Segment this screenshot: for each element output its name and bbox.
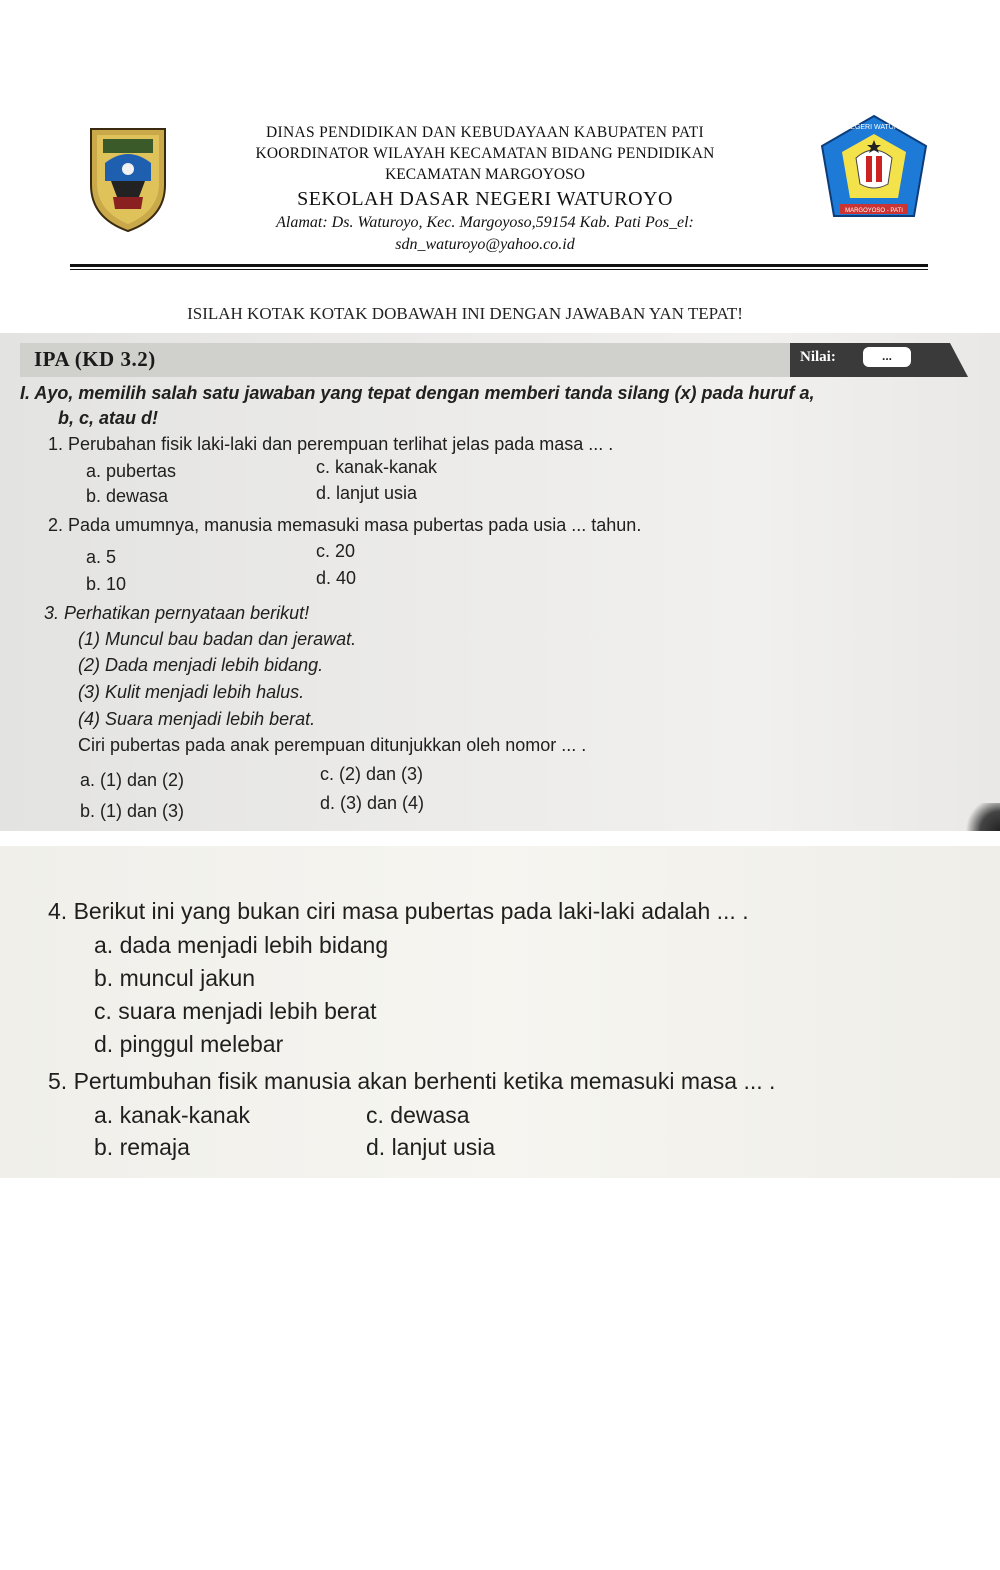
worksheet-photo-2 [0, 846, 1000, 1178]
q3-statement-3: (3) Kulit menjadi lebih halus. [78, 682, 305, 702]
q4-option-b[interactable]: b. muncul jakun [94, 965, 256, 991]
q2-option-a[interactable]: a. 5 [86, 547, 117, 567]
school-email: sdn_waturoyo@yahoo.co.id [395, 236, 575, 253]
q3-statement-4: (4) Suara menjadi lebih berat. [78, 709, 316, 729]
q1-option-b[interactable]: b. dewasa [86, 486, 169, 506]
score-label: Nilai: [800, 349, 836, 365]
emblem-arc-text: SD NEGERI WATUROYO [833, 124, 915, 131]
q5-option-a[interactable]: a. kanak-kanak [94, 1102, 250, 1128]
q1-option-a[interactable]: a. pubertas [86, 461, 177, 481]
q3-option-b[interactable]: b. (1) dan (3) [80, 801, 185, 821]
q2-option-c[interactable]: c. 20 [316, 541, 356, 561]
letterhead [0, 0, 1000, 300]
q3-option-c[interactable]: c. (2) dan (3) [320, 764, 424, 784]
pati-regency-crest-icon [83, 123, 173, 235]
q5-option-d[interactable]: d. lanjut usia [366, 1134, 496, 1160]
q2-option-d[interactable]: d. 40 [316, 568, 357, 588]
section-instruction-cont: b, c, atau d! [58, 408, 159, 428]
subject-title: IPA (KD 3.2) [34, 347, 156, 371]
q2-option-b[interactable]: b. 10 [86, 574, 127, 594]
question-4: 4. Berikut ini yang bukan ciri masa pubertas pada laki-laki adalah ... . [48, 898, 749, 924]
photo-edge-shadow [960, 803, 1000, 831]
school-address: Alamat: Ds. Waturoyo, Kec. Margoyoso,59154 Kab. Pati Pos_el: [276, 214, 694, 231]
score-box[interactable]: ... [863, 347, 911, 367]
coordinator-name: KOORDINATOR WILAYAH KECAMATAN BIDANG PENDIDIKAN [255, 145, 715, 162]
letterhead-rule [70, 264, 928, 267]
q3-prompt: Ciri pubertas pada anak perempuan ditunjukkan oleh nomor ... . [78, 735, 587, 755]
q5-option-b[interactable]: b. remaja [94, 1134, 190, 1160]
school-name: SEKOLAH DASAR NEGERI WATUROYO [297, 188, 673, 210]
worksheet-photo-1 [0, 333, 1000, 831]
question-5: 5. Pertumbuhan fisik manusia akan berhenti ketika memasuki masa ... . [48, 1068, 776, 1094]
section-instruction: I. Ayo, memilih salah satu jawaban yang tepat dengan memberi tanda silang (x) pada huruf a, [20, 383, 815, 403]
question-1: 1. Perubahan fisik laki-laki dan perempuan terlihat jelas pada masa ... . [48, 434, 614, 454]
page-instruction: ISILAH KOTAK KOTAK DOBAWAH INI DENGAN JAWABAN YAN TEPAT! [187, 304, 743, 323]
q1-option-c[interactable]: c. kanak-kanak [316, 457, 438, 477]
q4-option-a[interactable]: a. dada menjadi lebih bidang [94, 932, 389, 958]
agency-name: DINAS PENDIDIKAN DAN KEBUDAYAAN KABUPATEN PATI [266, 124, 704, 141]
q3-option-a[interactable]: a. (1) dan (2) [80, 770, 185, 790]
question-3: 3. Perhatikan pernyataan berikut! [44, 603, 310, 623]
q3-statement-2: (2) Dada menjadi lebih bidang. [78, 655, 324, 675]
q4-option-d[interactable]: d. pinggul melebar [94, 1031, 284, 1057]
q5-option-c[interactable]: c. dewasa [366, 1102, 470, 1128]
q3-option-d[interactable]: d. (3) dan (4) [320, 793, 425, 813]
letterhead-rule-thin [70, 269, 928, 270]
q1-option-d[interactable]: d. lanjut usia [316, 483, 418, 503]
q3-statement-1: (1) Muncul bau badan dan jerawat. [78, 629, 357, 649]
emblem-ribbon-text: MARGOYOSO - PATI [845, 208, 903, 214]
sd-negeri-waturoyo-emblem-icon [818, 112, 930, 232]
question-2: 2. Pada umumnya, manusia memasuki masa pubertas pada usia ... tahun. [48, 515, 642, 535]
letterhead-text [195, 122, 775, 256]
district-name: KECAMATAN MARGOYOSO [385, 166, 585, 183]
q4-option-c[interactable]: c. suara menjadi lebih berat [94, 998, 377, 1024]
